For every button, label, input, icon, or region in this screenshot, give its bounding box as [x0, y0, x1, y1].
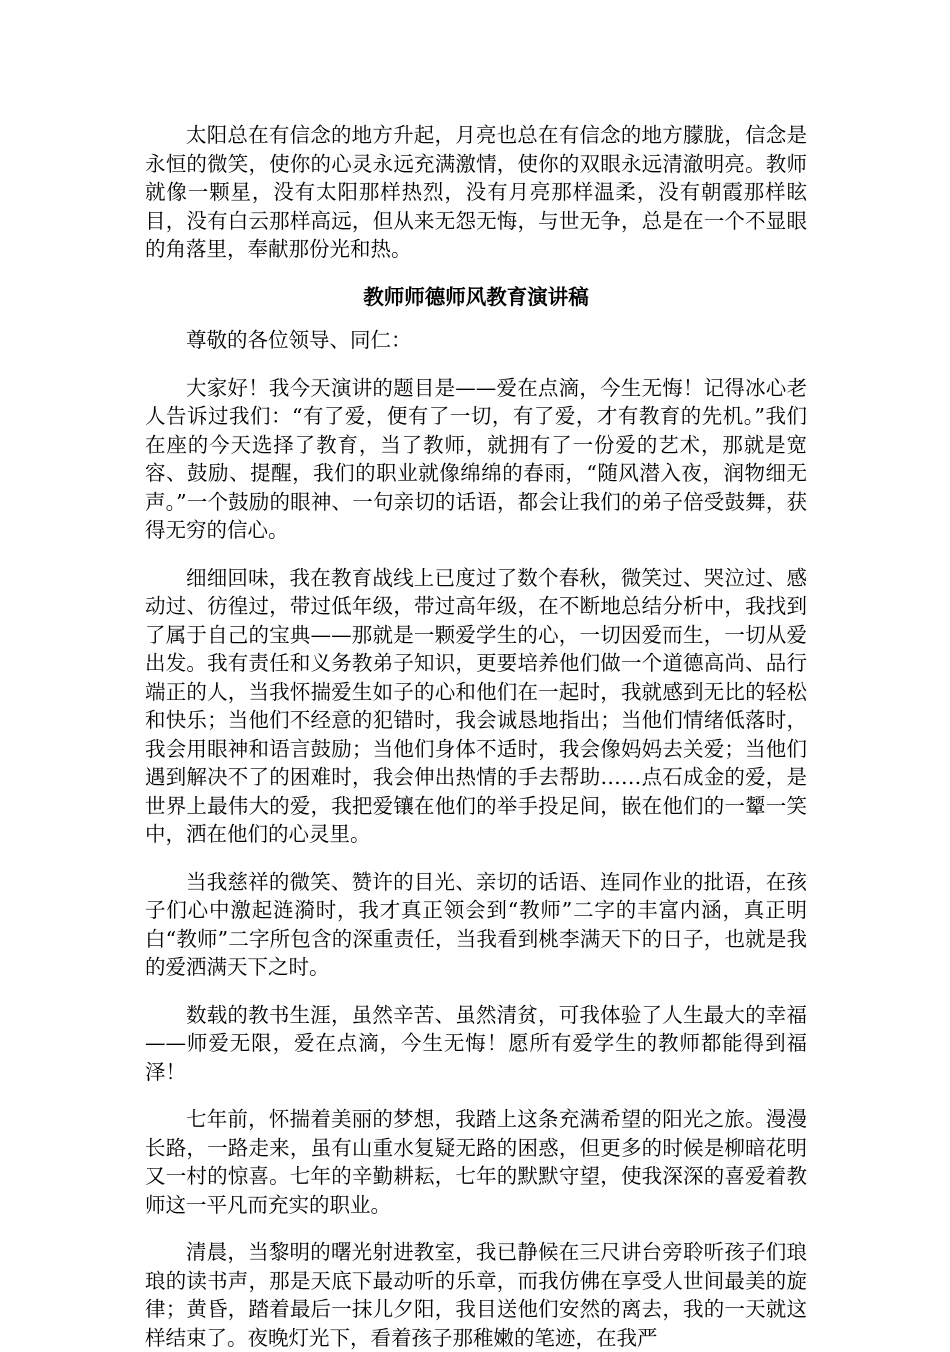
body-paragraph-2: 细细回味，我在教育战线上已度过了数个春秋，微笑过、哭泣过、感动过、彷徨过，带过低年级，带过高年级，在不断地总结分析中，我找到了属于自己的宝典——那就是一颗爱学生的心，一切因爱而生，一切从爱出发。我有责任和义务教弟子知识，更要培养他们做一个道德高尚、品行端正的人，当我怀揣爱生如子的心和他们在一起时，我就感到无比的轻松和快乐；当他们不经意的犯错时，我会诚恳地指出；当他们情绪低落时，我会用眼神和语言鼓励；当他们身体不适时，我会像妈妈去关爱；当他们遇到解决不了的困难时，我会伸出热情的手去帮助……点石成金的爱，是世界上最伟大的爱，我把爱镶在他们的举手投足间，嵌在他们的一颦一笑中，洒在他们的心灵里。 [145, 565, 807, 846]
document-page [145, 121, 807, 1352]
body-paragraph-1: 大家好！我今天演讲的题目是——爱在点滴，今生无悔！记得冰心老人告诉过我们：“有了爱，便有了一切，有了爱，才有教育的先机。”我们在座的今天选择了教育，当了教师，就拥有了一份爱的艺术，那就是宽容、鼓励、提醒，我们的职业就像绵绵的春雨，“随风潜入夜，润物细无声。”一个鼓励的眼神、一句亲切的话语，都会让我们的弟子倍受鼓舞，获得无穷的信心。 [145, 375, 807, 542]
greeting-line: 尊敬的各位领导、同仁： [186, 328, 412, 352]
body-paragraph-6: 清晨，当黎明的曙光射进教室，我已静候在三尺讲台旁聆听孩子们琅琅的读书声，那是天底下最动听的乐章，而我仿佛在享受人世间最美的旋律；黄昏，踏着最后一抹儿夕阳，我目送他们安然的离去，我的一天就这样结束了。夜晚灯光下，看着孩子那稚嫩的笔迹，在我严 [145, 1240, 807, 1350]
intro-paragraph: 太阳总在有信念的地方升起，月亮也总在有信念的地方朦胧，信念是永恒的微笑，使你的心灵永远充满激情，使你的双眼永远清澈明亮。教师就像一颗星，没有太阳那样热烈，没有月亮那样温柔，没有朝霞那样眩目，没有白云那样高远，但从来无怨无悔，与世无争，总是在一个不显眼的角落里，奉献那份光和热。 [145, 123, 807, 261]
body-paragraph-3: 当我慈祥的微笑、赞许的目光、亲切的话语、连同作业的批语，在孩子们心中激起涟漪时，我才真正领会到“教师”二字的丰富内涵，真正明白“教师”二字所包含的深重责任，当我看到桃李满天下的日子，也就是我的爱洒满天下之时。 [145, 869, 807, 979]
body-paragraph-4: 数载的教书生涯，虽然辛苦、虽然清贫，可我体验了人生最大的幸福——师爱无限，爱在点滴，今生无悔！愿所有爱学生的教师都能得到福泽！ [145, 1002, 807, 1084]
speech-title: 教师师德师风教育演讲稿 [363, 284, 589, 309]
body-paragraph-5: 七年前，怀揣着美丽的梦想，我踏上这条充满希望的阳光之旅。漫漫长路，一路走来，虽有山重水复疑无路的困惑，但更多的时候是柳暗花明又一村的惊喜。七年的辛勤耕耘，七年的默默守望，使我深深的喜爱着教师这一平凡而充实的职业。 [145, 1107, 807, 1217]
